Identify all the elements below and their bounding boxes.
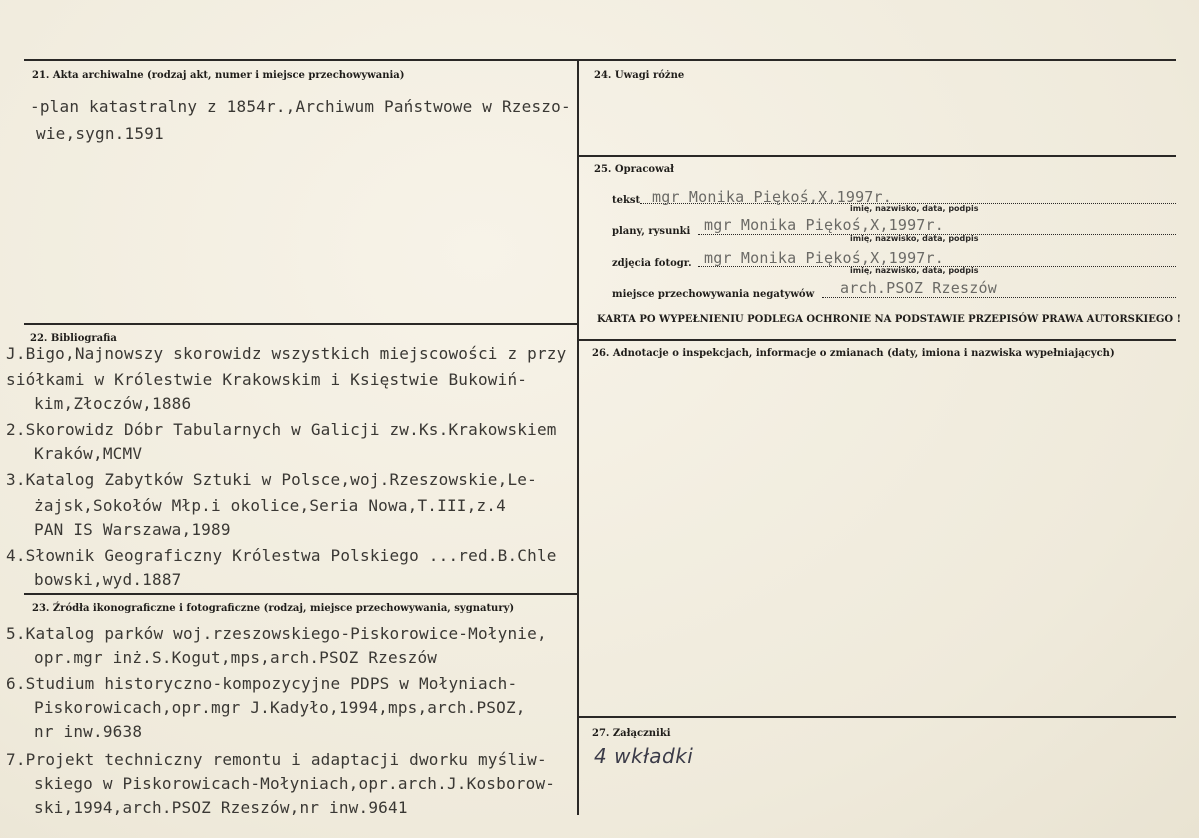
section-22-line-2: siółkami w Królestwie Krakowskim i Księstwie Bukowiń- — [6, 370, 528, 389]
rule-22-23 — [24, 593, 578, 595]
section-23-line-5: nr inw.9638 — [34, 722, 143, 741]
miejsce-dotted-line — [822, 297, 1176, 298]
section-23-line-1: 5.Katalog parków woj.rzeszowskiego-Piskorowice-Mołynie, — [6, 624, 547, 643]
section-23-line-3: 6.Studium historyczno-kompozycyjne PDPS w Mołyniach- — [6, 674, 518, 693]
section-22-line-6: 3.Katalog Zabytków Sztuki w Polsce,woj.Rzeszowskie,Le- — [6, 470, 537, 489]
rule-24-25 — [579, 155, 1176, 157]
section-21-label: 21. Akta archiwalne (rodzaj akt, numer i miejsce przechowywania) — [32, 70, 405, 81]
section-26-label: 26. Adnotacje o inspekcjach, informacje o zmianach (daty, imiona i nazwiska wypełniających) — [592, 348, 1115, 359]
section-23-line-4: Piskorowicach,opr.mgr J.Kadyło,1994,mps,arch.PSOZ, — [34, 698, 526, 717]
section-22-label: 22. Bibliografia — [30, 333, 117, 344]
zdjecia-label: zdjęcia fotogr. — [612, 258, 692, 269]
section-22-line-3: kim,Złoczów,1886 — [34, 394, 192, 413]
plany-value: mgr Monika Piękoś,X,1997r. — [704, 216, 944, 234]
tekst-label: tekst — [612, 195, 641, 206]
section-23-label: 23. Źródła ikonograficzne i fotograficzne (rodzaj, miejsce przechowywania, sygnatury) — [32, 603, 515, 614]
section-21-line-2: wie,sygn.1591 — [36, 124, 164, 143]
section-22-line-5: Kraków,MCMV — [34, 444, 143, 463]
rule-25-26 — [579, 339, 1176, 341]
section-24-label: 24. Uwagi różne — [594, 70, 685, 81]
section-27-label: 27. Załączniki — [592, 728, 671, 739]
section-22-line-4: 2.Skorowidz Dóbr Tabularnych w Galicji zw.Ks.Krakowskiem — [6, 420, 557, 439]
tekst-value: mgr Monika Piękoś,X,1997r. — [652, 188, 892, 206]
section-22-line-7: żajsk,Sokołów Młp.i okolice,Seria Nowa,T.III,z.4 — [34, 496, 506, 515]
section-23-line-8: ski,1994,arch.PSOZ Rzeszów,nr inw.9641 — [34, 798, 408, 817]
top-rule — [24, 59, 1176, 61]
section-21-line-1: -plan katastralny z 1854r.,Archiwum Państwowe w Rzeszo- — [30, 97, 571, 116]
section-23-line-7: skiego w Piskorowicach-Mołyniach,opr.arch.J.Kosborow- — [34, 774, 556, 793]
column-divider — [577, 59, 579, 815]
zdjecia-hint: imię, nazwisko, data, podpis — [850, 266, 979, 275]
section-22-line-9: 4.Słownik Geograficzny Królestwa Polskiego ...red.B.Chle — [6, 546, 557, 565]
rule-21-22 — [24, 323, 578, 325]
section-22-line-8: PAN IS Warszawa,1989 — [34, 520, 231, 539]
section-23-line-6: 7.Projekt techniczny remontu i adaptacji dworku myśliw- — [6, 750, 547, 769]
section-23-line-2: opr.mgr inż.S.Kogut,mps,arch.PSOZ Rzeszów — [34, 648, 438, 667]
zdjecia-value: mgr Monika Piękoś,X,1997r. — [704, 249, 944, 267]
miejsce-label: miejsce przechowywania negatywów — [612, 289, 815, 300]
plany-hint: imię, nazwisko, data, podpis — [850, 234, 979, 243]
section-22-line-10: bowski,wyd.1887 — [34, 570, 182, 589]
attachments-handwritten: 4 wkładki — [594, 744, 694, 768]
tekst-hint: imię, nazwisko, data, podpis — [850, 204, 979, 213]
plany-label: plany, rysunki — [612, 226, 691, 237]
section-22-line-1: J.Bigo,Najnowszy skorowidz wszystkich miejscowości z przy — [6, 344, 567, 363]
copyright-notice: KARTA PO WYPEŁNIENIU PODLEGA OCHRONIE NA PODSTAWIE PRZEPISÓW PRAWA AUTORSKIEGO ! — [597, 314, 1181, 325]
section-25-label: 25. Opracował — [594, 164, 675, 175]
miejsce-value: arch.PSOZ Rzeszów — [840, 279, 997, 297]
rule-26-27 — [579, 716, 1176, 718]
